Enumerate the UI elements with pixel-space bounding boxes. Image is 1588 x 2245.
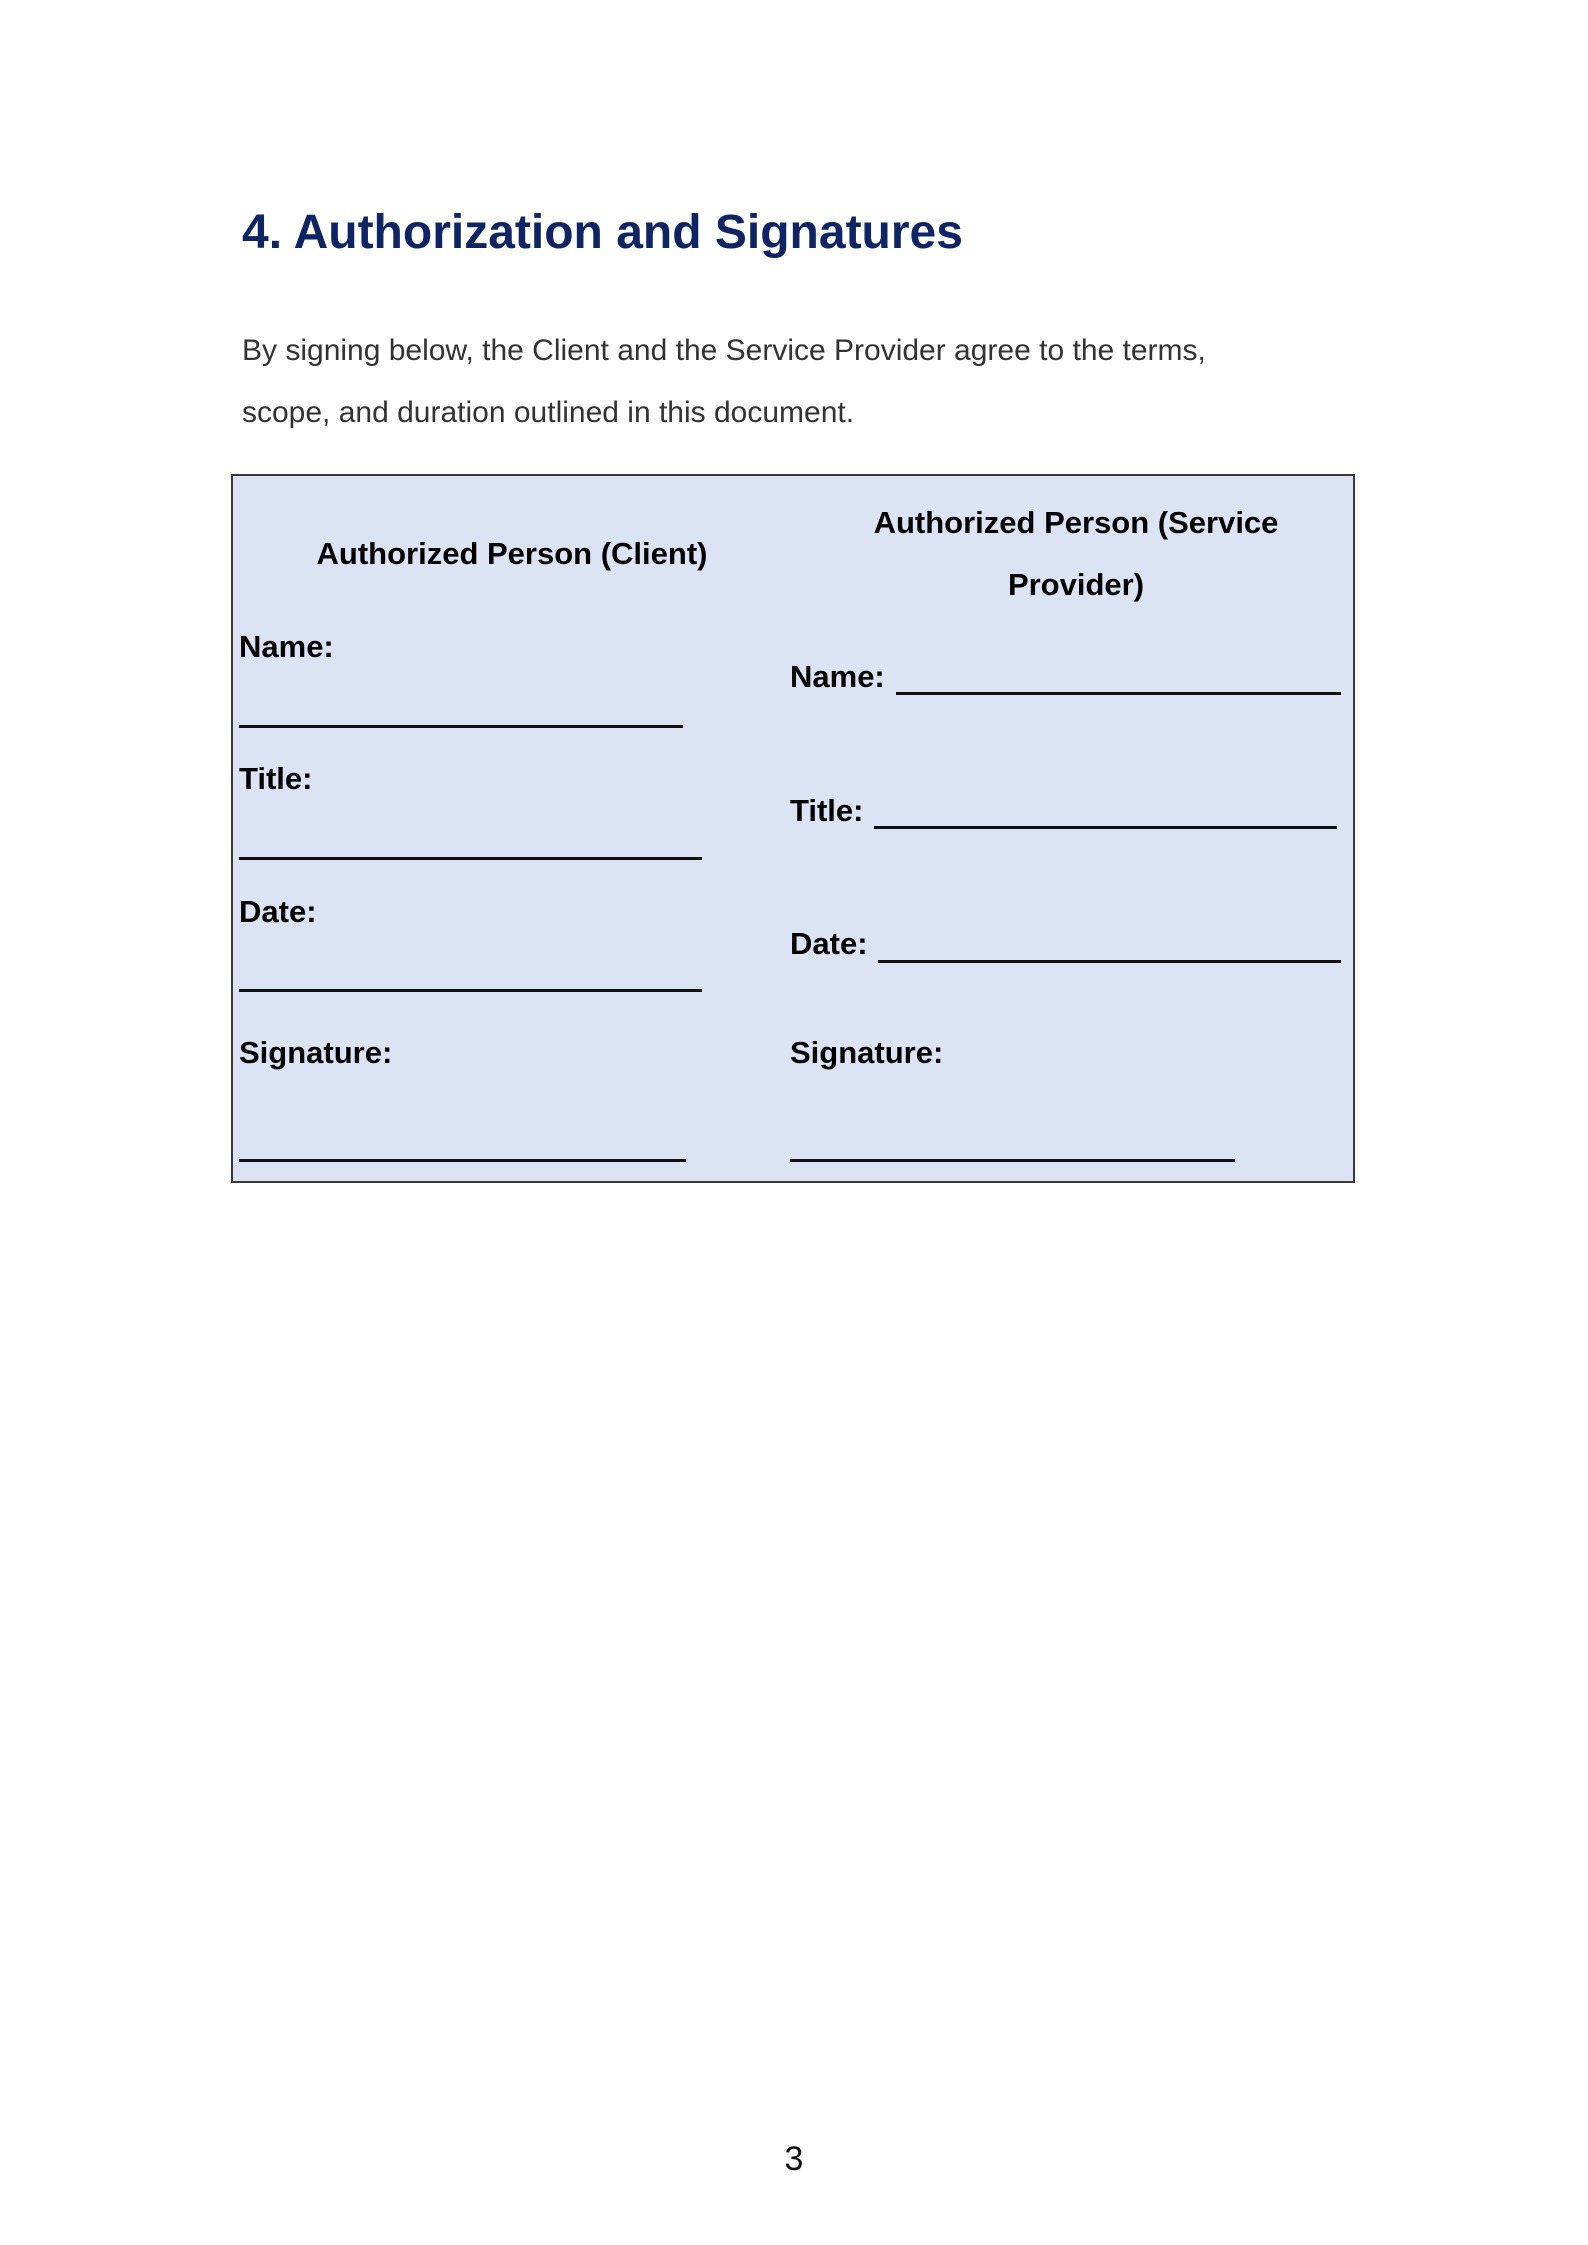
provider-title-field[interactable] xyxy=(874,826,1337,829)
client-name-label: Name: xyxy=(239,629,334,664)
provider-name-label: Name: xyxy=(790,659,885,694)
provider-date-field[interactable] xyxy=(878,960,1341,963)
client-date-label: Date: xyxy=(239,894,317,929)
intro-line-2: scope, and duration outlined in this document. xyxy=(242,396,855,429)
provider-column-header xyxy=(791,492,1361,616)
provider-header-line-2: Provider) xyxy=(1007,567,1145,602)
provider-signature-field[interactable] xyxy=(790,1159,1235,1162)
client-column-header: Authorized Person (Client) xyxy=(316,536,708,571)
intro-paragraph xyxy=(242,320,1302,444)
client-title-field[interactable] xyxy=(239,857,702,860)
provider-signature-label: Signature: xyxy=(790,1035,944,1070)
section-heading: 4. Authorization and Signatures xyxy=(242,206,963,259)
client-name-field[interactable] xyxy=(239,725,683,728)
client-date-field[interactable] xyxy=(239,989,702,992)
page-number: 3 xyxy=(784,2140,804,2178)
client-title-label: Title: xyxy=(239,761,313,796)
client-signature-field[interactable] xyxy=(239,1159,686,1162)
signature-table xyxy=(231,474,1355,1183)
provider-header-line-1: Authorized Person (Service xyxy=(873,505,1279,540)
provider-title-label: Title: xyxy=(790,793,864,828)
provider-name-field[interactable] xyxy=(896,692,1341,695)
client-signature-label: Signature: xyxy=(239,1035,393,1070)
provider-date-label: Date: xyxy=(790,926,868,961)
intro-line-1: By signing below, the Client and the Service Provider agree to the terms, xyxy=(242,334,1206,367)
